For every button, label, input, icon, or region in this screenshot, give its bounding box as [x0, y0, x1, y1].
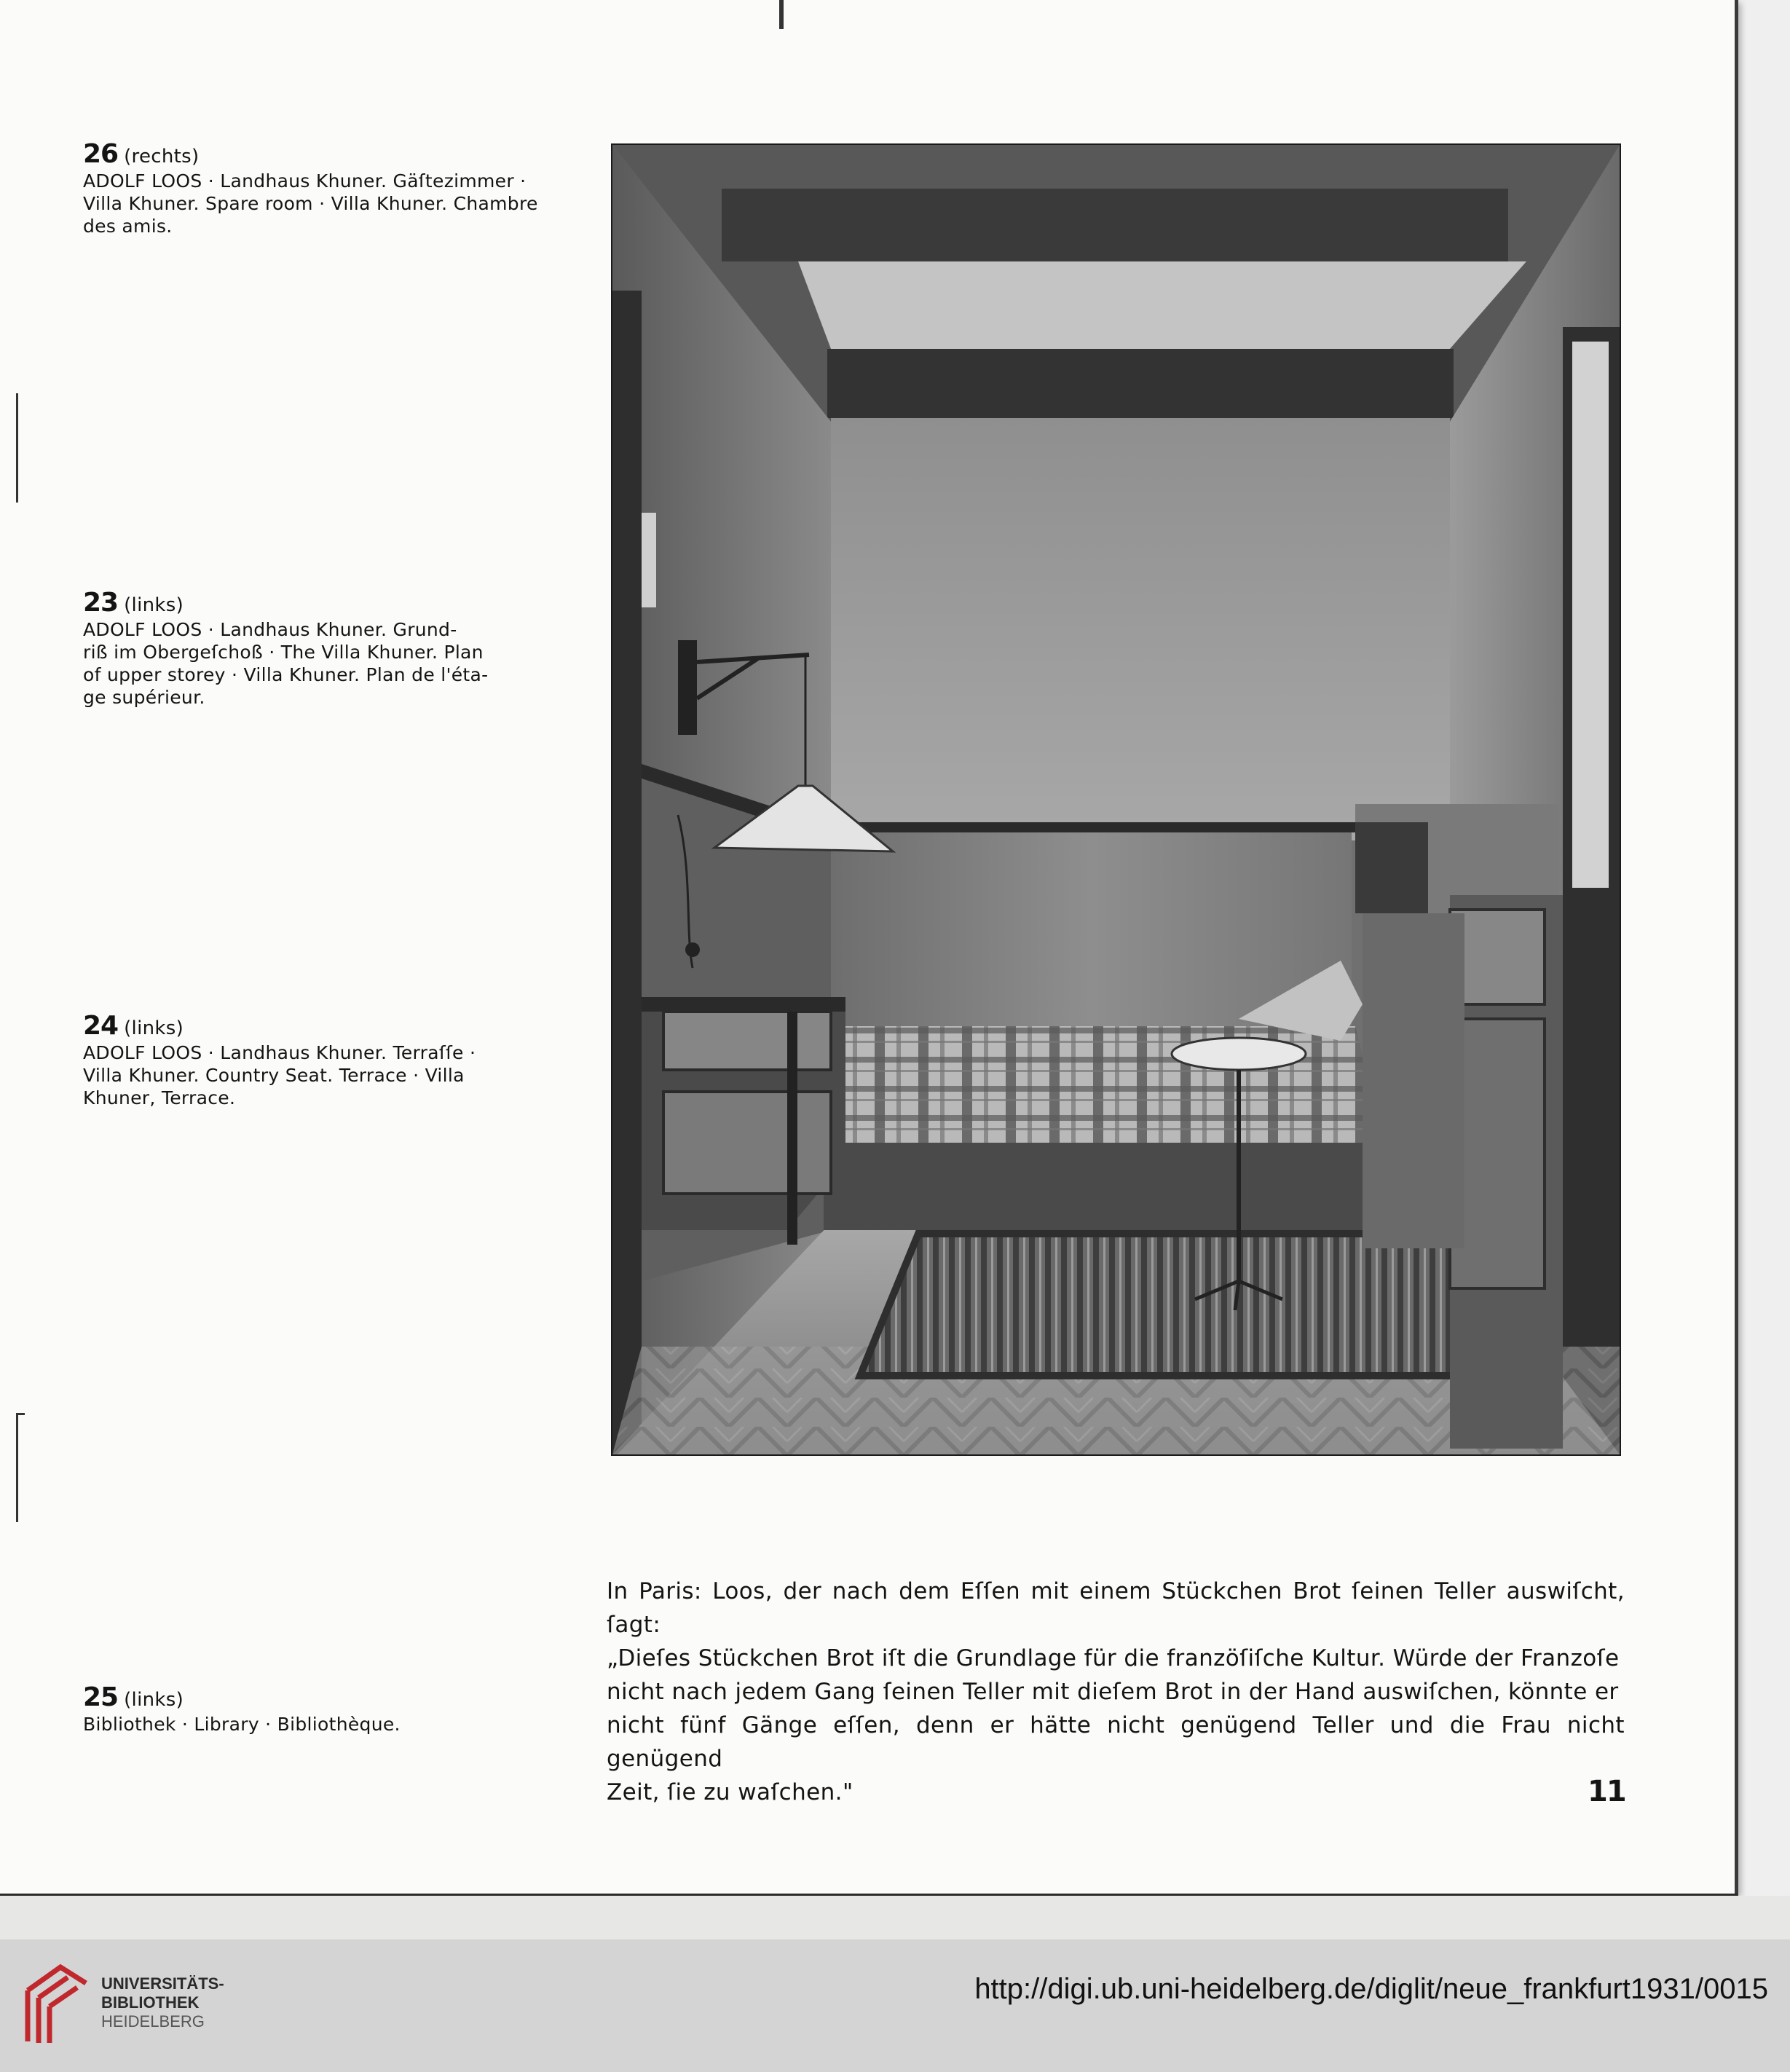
library-name — [101, 1974, 224, 2031]
caption-25 — [83, 1682, 520, 1736]
caption-line: ADOLF LOOS · Landhaus Khuner. Grund- — [83, 619, 457, 640]
binding-staple — [16, 1413, 18, 1522]
caption-24 — [83, 1011, 535, 1109]
source-url-link[interactable]: http://digi.ub.uni-heidelberg.de/diglit/neue_frankfurt1931/0015 — [974, 1973, 1768, 2005]
quote-line: Zeit, ſie zu waſchen." — [607, 1779, 853, 1805]
binding-staple — [16, 1413, 25, 1415]
page-edge — [1735, 0, 1738, 1896]
caption-line: ADOLF LOOS · Landhaus Khuner. Terraſſe · — [83, 1042, 476, 1063]
quote-line: „Dieſes Stückchen Brot iſt die Grundlage für die franzöſiſche Kultur. Würde der Franzoſe — [607, 1645, 1620, 1671]
library-logo-icon[interactable] — [20, 1961, 93, 2052]
caption-line: of upper storey · Villa Khuner. Plan de l'éta- — [83, 664, 489, 685]
caption-line: Villa Khuner. Country Seat. Terrace · Villa — [83, 1065, 465, 1086]
caption-line: ge supérieur. — [83, 687, 205, 708]
guest-room-photograph — [611, 143, 1621, 1456]
library-name-line: BIBLIOTHEK — [101, 1993, 200, 2012]
caption-side: (links) — [124, 594, 184, 616]
scan-background — [0, 1896, 1790, 1939]
binding-mark — [779, 0, 784, 29]
caption-23 — [83, 588, 520, 709]
quote-line: In Paris: Loos, der nach dem Eſſen mit einem Stückchen Brot ſeinen Teller auswiſcht, ſagt: — [607, 1578, 1625, 1638]
caption-line: ADOLF LOOS · Landhaus Khuner. Gäſtezimmer · — [83, 170, 527, 192]
quote-line: nicht fünf Gänge eſſen, denn er hätte nicht genügend Teller und die Frau nicht genügend — [607, 1712, 1625, 1772]
caption-line: Villa Khuner. Spare room · Villa Khuner. Chambre — [83, 193, 538, 214]
caption-side: (links) — [124, 1017, 184, 1039]
library-name-line: UNIVERSITÄTS- — [101, 1974, 224, 1993]
caption-line: riß im Obergeſchoß · The Villa Khuner. Plan — [83, 642, 484, 663]
caption-line: des amis. — [83, 216, 173, 237]
caption-number: 26 — [83, 139, 119, 169]
anecdote-text — [607, 1575, 1625, 1809]
caption-26 — [83, 139, 578, 237]
caption-side: (rechts) — [124, 146, 200, 168]
page-number: 11 — [1588, 1775, 1625, 1808]
caption-number: 25 — [83, 1682, 119, 1712]
library-name-line: HEIDELBERG — [101, 2012, 205, 2030]
quote-line: nicht nach jedem Gang ſeinen Teller mit dieſem Brot in der Hand auswiſchen, könnte er — [607, 1679, 1619, 1705]
caption-number: 23 — [83, 588, 119, 618]
caption-line: Khuner, Terrace. — [83, 1087, 236, 1108]
caption-number: 24 — [83, 1011, 119, 1041]
caption-side: (links) — [124, 1689, 184, 1711]
digitization-footer — [0, 1939, 1790, 2072]
binding-staple — [16, 393, 18, 503]
caption-line: Bibliothek · Library · Bibliothèque. — [83, 1714, 401, 1735]
